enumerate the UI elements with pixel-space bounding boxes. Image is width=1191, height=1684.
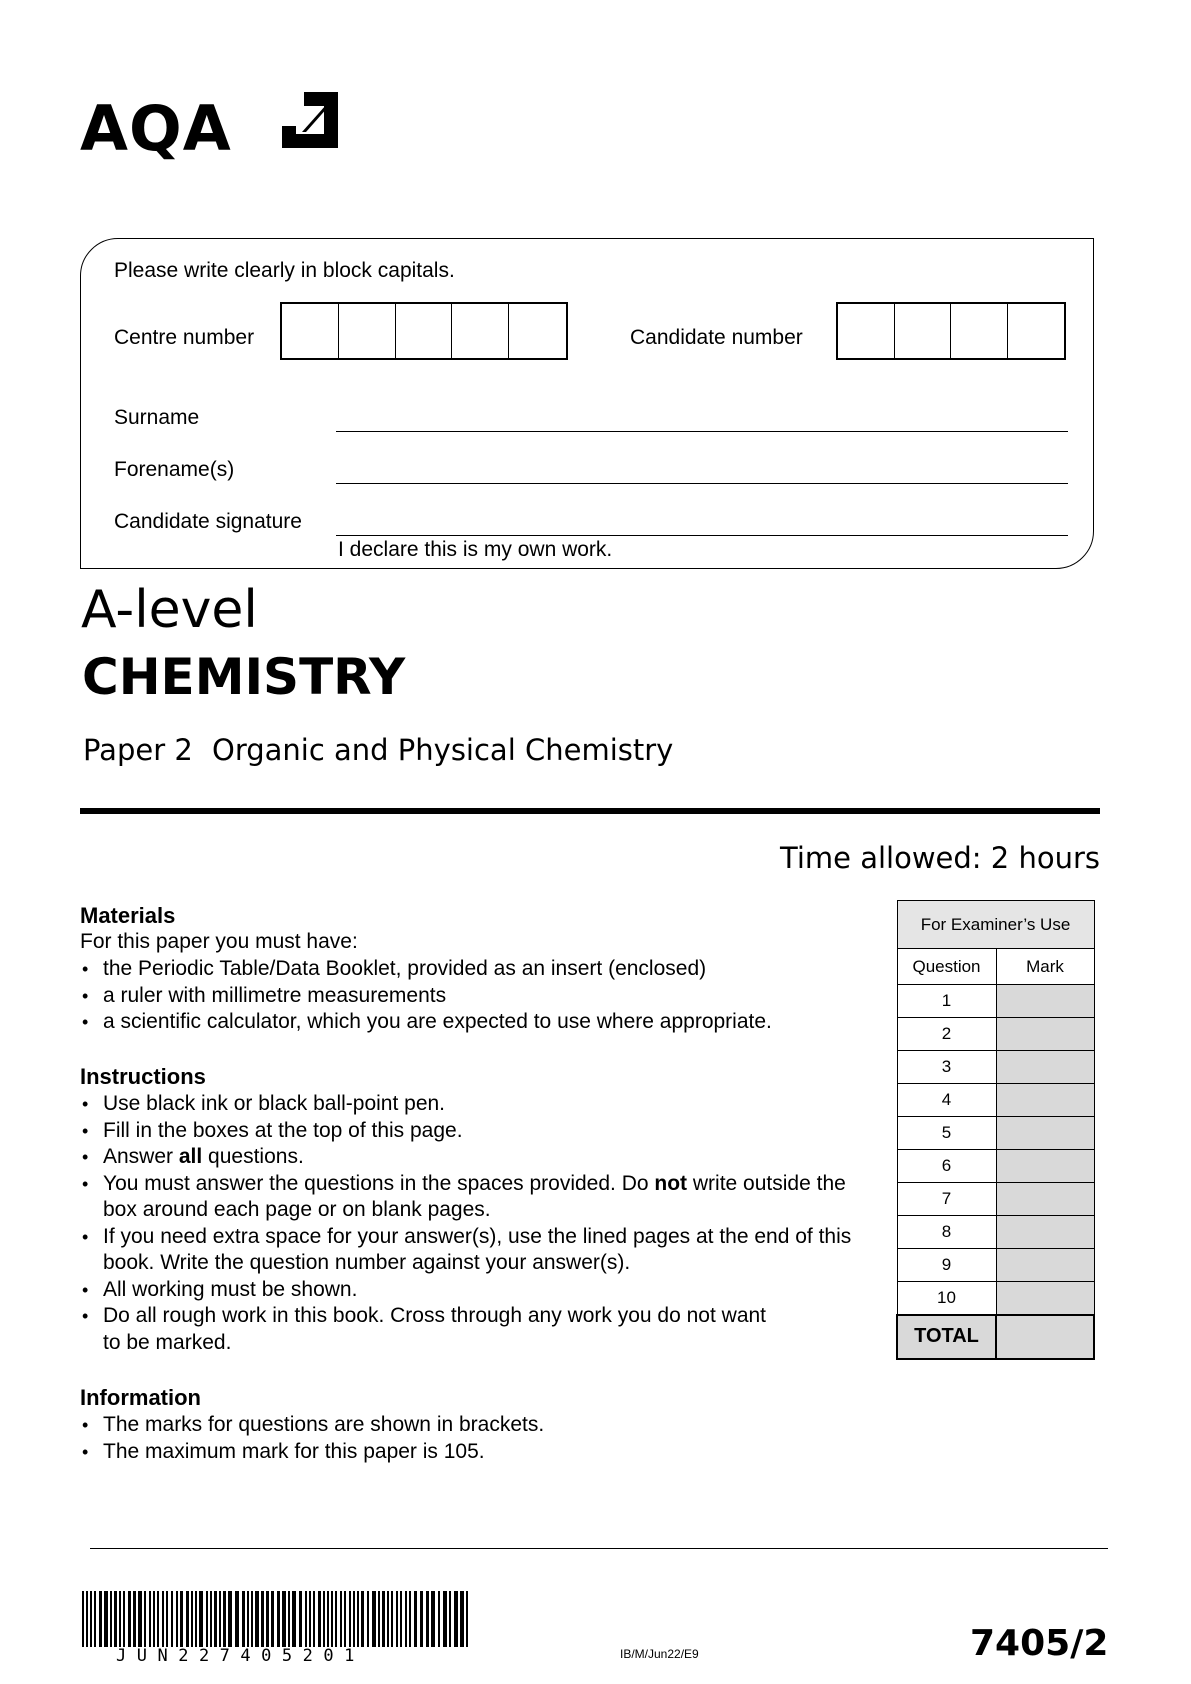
list-item: • Use black ink or black ball-point pen. [80, 1091, 866, 1118]
aqa-leaf-mark-icon [282, 92, 338, 148]
question-number: 8 [897, 1216, 996, 1249]
question-number: 3 [897, 1051, 996, 1084]
list-item: • Fill in the boxes at the top of this page. [80, 1118, 866, 1145]
mark-cell[interactable] [996, 1216, 1094, 1249]
mark-cell[interactable] [996, 1117, 1094, 1150]
surname-label: Surname [114, 406, 200, 429]
question-number: 5 [897, 1117, 996, 1150]
declaration-text: I declare this is my own work. [338, 538, 613, 561]
centre-number-digit-box[interactable] [282, 304, 339, 358]
list-item: • Do all rough work in this book. Cross through any work you do not want to be marked. [80, 1303, 773, 1356]
question-number: 10 [897, 1282, 996, 1315]
total-mark-cell[interactable] [996, 1315, 1094, 1359]
centre-number-field[interactable] [280, 302, 568, 360]
centre-number-digit-box[interactable] [339, 304, 396, 358]
question-number: 2 [897, 1018, 996, 1051]
candidate-number-digit-box[interactable] [895, 304, 952, 358]
surname-field[interactable] [336, 431, 1068, 432]
qualification-level: A-level [81, 580, 258, 640]
candidate-number-field[interactable] [836, 302, 1066, 360]
time-allowed: Time allowed: 2 hours [780, 841, 1100, 875]
list-item: • All working must be shown. [80, 1277, 866, 1304]
information-list [80, 1412, 860, 1465]
mark-cell[interactable] [996, 1183, 1094, 1216]
question-number: 7 [897, 1183, 996, 1216]
instructions-heading: Instructions [80, 1064, 206, 1089]
paper-title: Organic and Physical Chemistry [212, 733, 674, 767]
materials-intro: For this paper you must have: [80, 930, 358, 953]
section-divider [80, 808, 1100, 814]
mark-cell[interactable] [996, 1150, 1094, 1183]
list-item: • The marks for questions are shown in brackets. [80, 1412, 860, 1439]
candidate-number-digit-box[interactable] [951, 304, 1008, 358]
candidate-number-digit-box[interactable] [838, 304, 895, 358]
table-row [897, 1117, 1094, 1150]
mark-cell[interactable] [996, 1282, 1094, 1315]
mark-cell[interactable] [996, 985, 1094, 1018]
signature-field[interactable] [336, 535, 1068, 536]
block-capitals-instruction: Please write clearly in block capitals. [114, 259, 455, 282]
question-number: 6 [897, 1150, 996, 1183]
question-column-header: Question [897, 949, 996, 985]
table-row [897, 1051, 1094, 1084]
table-row [897, 1216, 1094, 1249]
paper-number: Paper 2 [83, 733, 193, 767]
table-row [897, 1150, 1094, 1183]
mark-column-header: Mark [996, 949, 1094, 985]
subject-title: CHEMISTRY [82, 648, 406, 706]
forename-field[interactable] [336, 483, 1068, 484]
list-item: • the Periodic Table/Data Booklet, provided as an insert (enclosed) [80, 956, 860, 983]
list-item: • If you need extra space for your answer(s), use the lined pages at the end of this book. Write the question number against your answer(s). [80, 1224, 866, 1277]
table-row [897, 1183, 1094, 1216]
centre-number-digit-box[interactable] [509, 304, 566, 358]
question-number: 9 [897, 1249, 996, 1282]
table-row [897, 1084, 1094, 1117]
mark-cell[interactable] [996, 1018, 1094, 1051]
table-row [897, 1018, 1094, 1051]
candidate-number-digit-box[interactable] [1008, 304, 1065, 358]
question-number: 4 [897, 1084, 996, 1117]
information-heading: Information [80, 1385, 201, 1410]
table-row [897, 1282, 1094, 1315]
question-number: 1 [897, 985, 996, 1018]
list-item: • You must answer the questions in the spaces provided. Do not write outside the box around each page or on blank pages. [80, 1171, 866, 1224]
barcode-digits: JUN227405201 [116, 1646, 365, 1666]
signature-label: Candidate signature [114, 510, 302, 533]
list-item: • a ruler with millimetre measurements [80, 983, 860, 1010]
table-row [897, 1249, 1094, 1282]
centre-number-digit-box[interactable] [396, 304, 453, 358]
materials-list [80, 956, 860, 1036]
centre-number-label: Centre number [114, 326, 255, 349]
list-item: • a scientific calculator, which you are expected to use where appropriate. [80, 1009, 860, 1036]
table-row [897, 985, 1094, 1018]
centre-number-digit-box[interactable] [452, 304, 509, 358]
list-item: • The maximum mark for this paper is 105. [80, 1439, 860, 1466]
examiner-use-table [896, 900, 1095, 1360]
candidate-number-label: Candidate number [630, 326, 803, 349]
barcode-icon [82, 1591, 472, 1647]
footer-divider [90, 1548, 1108, 1549]
examiner-table-title: For Examiner’s Use [897, 901, 1094, 949]
materials-heading: Materials [80, 903, 176, 928]
mark-cell[interactable] [996, 1249, 1094, 1282]
mark-cell[interactable] [996, 1051, 1094, 1084]
list-item: • Answer all questions. [80, 1144, 866, 1171]
forename-label: Forename(s) [114, 458, 235, 481]
document-reference: IB/M/Jun22/E9 [620, 1647, 699, 1661]
total-label: TOTAL [897, 1315, 996, 1359]
paper-code: 7405/2 [970, 1623, 1109, 1664]
aqa-logo-text: AQA [80, 92, 232, 165]
mark-cell[interactable] [996, 1084, 1094, 1117]
instructions-list [80, 1091, 866, 1356]
